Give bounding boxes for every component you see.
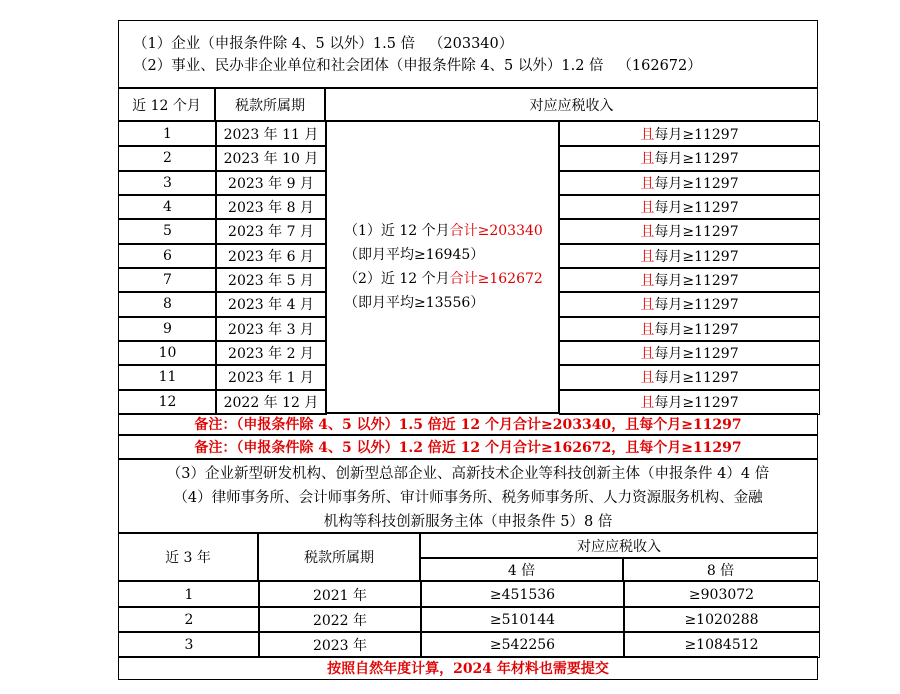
row-number: 6 bbox=[118, 243, 217, 269]
monthly-prefix: 且 bbox=[640, 370, 655, 387]
row-monthly-income bbox=[559, 121, 820, 147]
monthly-text: 每月≥11297 bbox=[654, 346, 739, 363]
year-period: 2023 年 bbox=[258, 631, 422, 658]
monthly-text: 每月≥11297 bbox=[654, 394, 739, 411]
row-period: 2023 年 3 月 bbox=[215, 316, 327, 342]
income-8x: ≥1084512 bbox=[623, 631, 820, 658]
year-number: 2 bbox=[118, 606, 260, 633]
monthly-text: 每月≥11297 bbox=[654, 370, 739, 387]
header-period: 税款所属期 bbox=[215, 88, 325, 121]
row-period: 2023 年 4 月 bbox=[215, 291, 327, 317]
intro-line-1: （1）企业（申报条件除 4、5 以外）1.5 倍 （203340） bbox=[133, 36, 514, 52]
total-line-3 bbox=[344, 267, 558, 291]
row-monthly-income bbox=[559, 243, 820, 269]
t2-header-period: 税款所属期 bbox=[258, 533, 420, 581]
monthly-text: 每月≥11297 bbox=[654, 297, 739, 314]
intro2-block bbox=[118, 459, 818, 533]
header-months: 近 12 个月 bbox=[118, 88, 215, 121]
t2-header-4x: 4 倍 bbox=[420, 558, 623, 581]
monthly-prefix: 且 bbox=[640, 394, 655, 411]
row-number: 2 bbox=[118, 145, 217, 171]
totals-cell bbox=[325, 121, 559, 413]
monthly-text: 每月≥11297 bbox=[654, 175, 739, 192]
row-number: 1 bbox=[118, 121, 217, 147]
monthly-prefix: 且 bbox=[640, 175, 655, 192]
row-period: 2023 年 7 月 bbox=[215, 218, 327, 244]
total-line-4: （即月平均≥13556） bbox=[344, 295, 485, 311]
total-line-3-value: 合计≥162672 bbox=[449, 271, 543, 287]
intro2-line-1: （3）企业新型研发机构、创新型总部企业、高新技术企业等科技创新主体（申报条件 4）4 倍 bbox=[166, 466, 770, 482]
row-number: 12 bbox=[118, 389, 217, 415]
total-line-1-value: 合计≥203340 bbox=[449, 223, 543, 239]
monthly-prefix: 且 bbox=[640, 321, 655, 338]
row-period: 2023 年 6 月 bbox=[215, 243, 327, 269]
intro-block bbox=[118, 20, 818, 88]
row-period: 2023 年 8 月 bbox=[215, 194, 327, 220]
monthly-prefix: 且 bbox=[640, 346, 655, 363]
total-line-3-label: （2）近 12 个月 bbox=[344, 271, 450, 287]
table2-body bbox=[118, 581, 818, 656]
row-number: 4 bbox=[118, 194, 217, 220]
monthly-text: 每月≥11297 bbox=[654, 200, 739, 217]
monthly-prefix: 且 bbox=[640, 248, 655, 265]
monthly-text: 每月≥11297 bbox=[654, 127, 739, 144]
row-monthly-income bbox=[559, 291, 820, 317]
total-line-1-label: （1）近 12 个月 bbox=[344, 223, 450, 239]
requirements-table bbox=[118, 20, 818, 680]
monthly-prefix: 且 bbox=[640, 127, 655, 144]
row-period: 2023 年 1 月 bbox=[215, 364, 327, 390]
row-number: 9 bbox=[118, 316, 217, 342]
row-period: 2022 年 12 月 bbox=[215, 389, 327, 415]
t2-header-8x: 8 倍 bbox=[623, 558, 818, 581]
monthly-prefix: 且 bbox=[640, 273, 655, 290]
year-number: 1 bbox=[118, 581, 260, 608]
row-period: 2023 年 2 月 bbox=[215, 340, 327, 366]
monthly-prefix: 且 bbox=[640, 297, 655, 314]
row-monthly-income bbox=[559, 389, 820, 415]
monthly-text: 每月≥11297 bbox=[654, 273, 739, 290]
monthly-prefix: 且 bbox=[640, 151, 655, 168]
monthly-text: 每月≥11297 bbox=[654, 248, 739, 265]
t2-header-years: 近 3 年 bbox=[118, 533, 258, 581]
footer-note: 按照自然年度计算，2024 年材料也需要提交 bbox=[118, 656, 818, 680]
note-row-1: 备注：（申报条件除 4、5 以外）1.5 倍近 12 个月合计≥203340，且每个月≥11297 bbox=[118, 413, 818, 435]
row-number: 7 bbox=[118, 267, 217, 293]
income-8x: ≥1020288 bbox=[623, 606, 820, 633]
year-period: 2022 年 bbox=[258, 606, 422, 633]
note-row-2: 备注：（申报条件除 4、5 以外）1.2 倍近 12 个月合计≥162672，且每个月≥11297 bbox=[118, 435, 818, 459]
row-monthly-income bbox=[559, 170, 820, 196]
row-monthly-income bbox=[559, 364, 820, 390]
row-number: 8 bbox=[118, 291, 217, 317]
income-4x: ≥451536 bbox=[420, 581, 625, 608]
intro2-line-3: 机构等科技创新服务主体（申报条件 5）8 倍 bbox=[323, 514, 613, 530]
intro2-line-2: （4）律师事务所、会计师事务所、审计师事务所、税务师事务所、人力资源服务机构、金融 bbox=[173, 490, 763, 506]
income-4x: ≥542256 bbox=[420, 631, 625, 658]
row-number: 3 bbox=[118, 170, 217, 196]
row-period: 2023 年 10 月 bbox=[215, 145, 327, 171]
row-monthly-income bbox=[559, 267, 820, 293]
row-monthly-income bbox=[559, 218, 820, 244]
monthly-prefix: 且 bbox=[640, 224, 655, 241]
header-income: 对应应税收入 bbox=[325, 88, 818, 121]
row-period: 2023 年 5 月 bbox=[215, 267, 327, 293]
monthly-prefix: 且 bbox=[640, 200, 655, 217]
intro-line-2: （2）事业、民办非企业单位和社会团体（申报条件除 4、5 以外）1.2 倍 （162672） bbox=[133, 58, 702, 74]
income-4x: ≥510144 bbox=[420, 606, 625, 633]
row-period: 2023 年 9 月 bbox=[215, 170, 327, 196]
total-line-1 bbox=[344, 219, 558, 243]
year-number: 3 bbox=[118, 631, 260, 658]
total-line-2: （即月平均≥16945） bbox=[344, 247, 485, 263]
row-monthly-income bbox=[559, 145, 820, 171]
income-8x: ≥903072 bbox=[623, 581, 820, 608]
row-number: 5 bbox=[118, 218, 217, 244]
monthly-text: 每月≥11297 bbox=[654, 224, 739, 241]
row-monthly-income bbox=[559, 194, 820, 220]
monthly-text: 每月≥11297 bbox=[654, 321, 739, 338]
t2-header-income: 对应应税收入 bbox=[420, 533, 818, 558]
row-monthly-income bbox=[559, 316, 820, 342]
monthly-text: 每月≥11297 bbox=[654, 151, 739, 168]
row-number: 11 bbox=[118, 364, 217, 390]
row-period: 2023 年 11 月 bbox=[215, 121, 327, 147]
row-monthly-income bbox=[559, 340, 820, 366]
year-period: 2021 年 bbox=[258, 581, 422, 608]
row-number: 10 bbox=[118, 340, 217, 366]
